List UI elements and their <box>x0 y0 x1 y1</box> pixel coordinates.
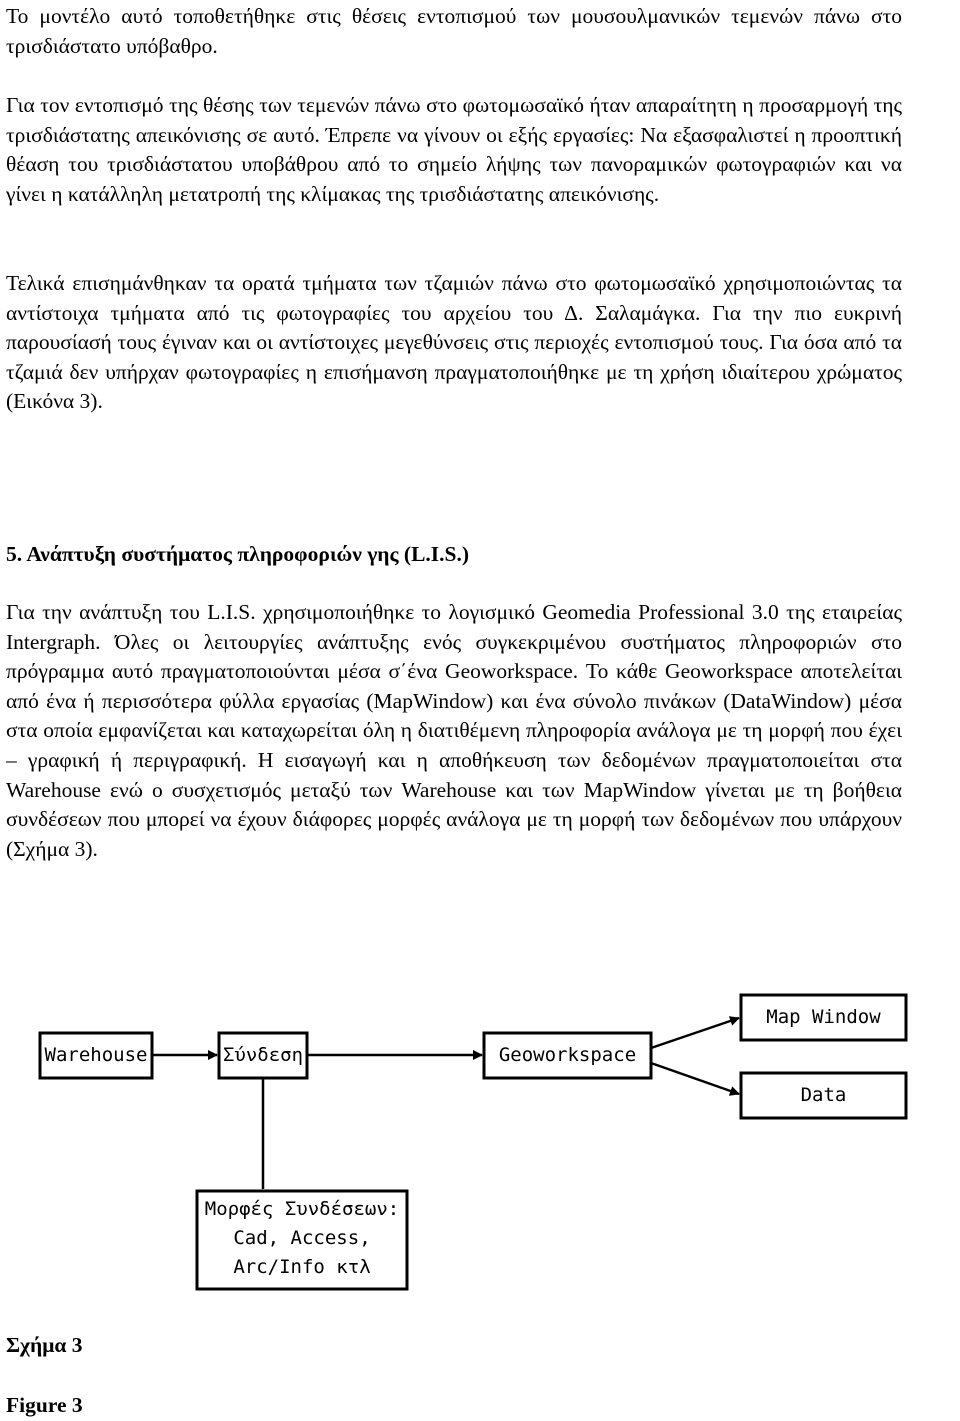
warehouse-label: Warehouse <box>44 1044 148 1066</box>
figure-caption-english: Figure 3 <box>6 1393 83 1417</box>
connection-types-line-2: Arc/Info κτλ <box>233 1256 371 1278</box>
connection-types-title: Μορφές Συνδέσεων: <box>204 1198 400 1220</box>
data-label: Data <box>800 1084 847 1106</box>
arrow-geoworkspace-to-data <box>651 1063 739 1094</box>
diagram-graphics <box>0 990 960 1310</box>
paragraph-lis-development: Για την ανάπτυξη του L.I.S. χρησιμοποιήθηκε το λογισμικό Geomedia Professional 3.0 της εταιρείας Intergraph. Όλες οι λειτουργίες ανάπτυξης ενός συγκεκριμένου συστήματος πληροφοριών στο πρόγραμμα αυτό πραγματοποιούνται μέσα σ΄ένα Geoworkspace. Το κάθε Geoworkspace αποτελείται από ένα ή περισσότερα φύλλα εργασίας (MapWindow) και ένα σύνολο πινάκων (DataWindow) μέσα στα οποία εμφανίζεται και καταχωρείται όλη η διατιθέμενη πληροφορία ανάλογα με τη μορφή που έχει – γραφική ή περιγραφική. Η εισαγωγή και η αποθήκευση των δεδομένων πραγματοποιείται στα Warehouse ενώ ο συσχετισμός μεταξύ των Warehouse και των MapWindow γίνεται με τη βοήθεια συνδέσεων που μπορεί να έχουν διάφορες μορφές ανάλογα με τη μορφή των δεδομένων που υπάρχουν (Σχήμα 3). <box>6 600 902 861</box>
section-heading: 5. Ανάπτυξη συστήματος πληροφοριών γης (L.I.S.) <box>6 542 470 566</box>
paragraph-mosque-marking: Τελικά επισημάνθηκαν τα ορατά τμήματα των τζαμιών πάνω στο φωτομωσαϊκό χρησιμοποιώντας τα αντίστοιχα τμήματα από τις φωτογραφίες του αρχείου του Δ. Σαλαμάγκα. Για την πιο ευκρινή παρουσίασή τους έγιναν και οι αντίστοιχες μεγεθύνσεις στις περιοχές εντοπισμού τους. Για όσα από τα τζαμιά δεν υπήρχαν φωτογραφίες η επισήμανση πραγματοποιήθηκε με τη χρήση ιδιαίτερου χρώματος (Εικόνα 3). <box>6 271 902 414</box>
connection-label: Σύνδεση <box>222 1044 304 1066</box>
geoworkspace-label: Geoworkspace <box>498 1044 637 1066</box>
paragraph-photomosaic-adjustment: Για τον εντοπισμό της θέσης των τεμενών πάνω στο φωτομωσαϊκό ήταν απαραίτητη η προσαρμογή της τρισδιάστατης απεικόνισης σε αυτό. Έπρεπε να γίνουν οι εξής εργασίες: Να εξασφαλιστεί η προοπτική θέαση του τρισδιάστατου υποβάθρου από το σημείο λήψης των πανοραμικών φωτογραφιών και να γίνει η κατάλληλη μετατροπή της κλίμακας της τρισδιάστατης απεικόνισης. <box>6 93 902 206</box>
connection-types-line-1: Cad, Access, <box>233 1227 371 1249</box>
arrow-geoworkspace-to-map-window <box>651 1018 739 1048</box>
map-window-label: Map Window <box>766 1006 881 1028</box>
paragraph-model-placement: Το μοντέλο αυτό τοποθετήθηκε στις θέσεις εντοπισμού των μουσουλμανικών τεμενών πάνω στο τρισδιάστατο υπόβαθρο. <box>6 4 902 58</box>
figure-caption-greek: Σχήμα 3 <box>6 1333 83 1357</box>
lis-structure-diagram <box>0 990 960 1310</box>
